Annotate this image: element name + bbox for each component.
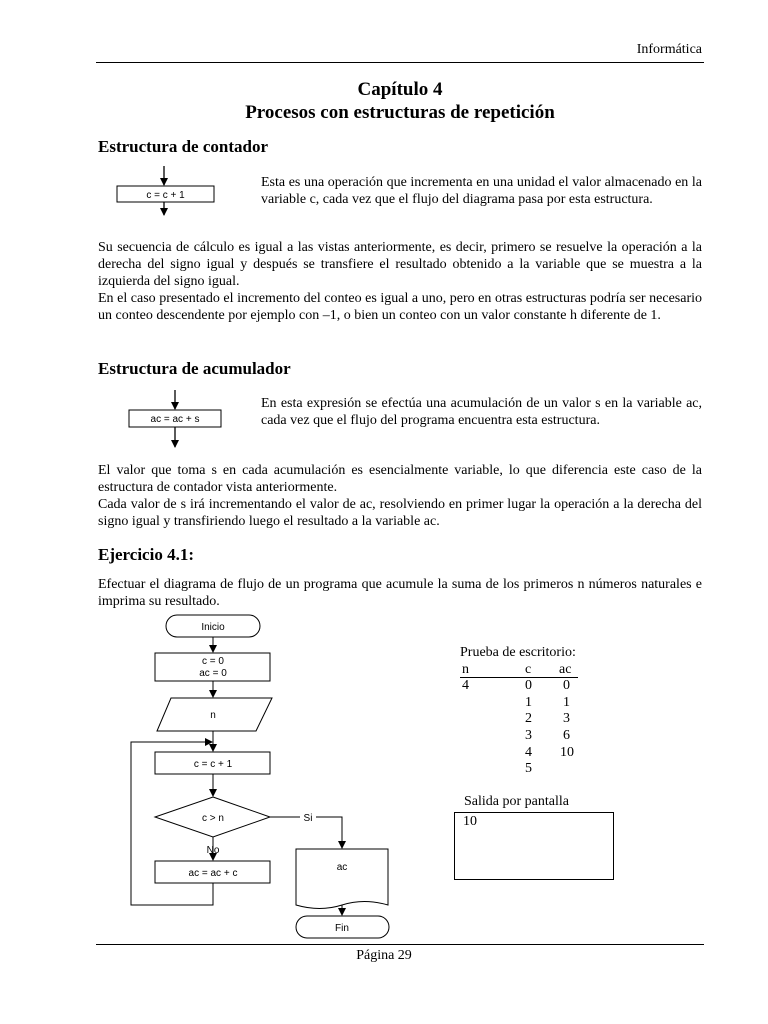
contador-description: Esta es una operación que incrementa en una unidad el valor almacenado en la variable c, cada vez que el flujo del diagrama pasa por esta estructura. xyxy=(261,175,702,207)
flow-accumulate-label: ac = ac + c xyxy=(188,868,238,879)
footer-rule xyxy=(96,944,704,945)
flow-start-label: Inicio xyxy=(201,622,225,633)
screen-output-box xyxy=(454,812,614,880)
desk-row: 3 6 xyxy=(525,727,570,743)
acumulador-description: En esta expresión se efectúa una acumulación de un valor s en la variable ac, cada vez que el flujo del programa encuentra esta estructura. xyxy=(261,396,702,428)
page-number: Página 29 xyxy=(356,948,412,963)
desk-check-title: Prueba de escritorio: xyxy=(460,645,576,660)
flow-no-label: No xyxy=(206,845,220,856)
acumulador-paragraph-2: Cada valor de s irá incrementando el valor de ac, resolviendo en primer lugar la operación a la derecha del signo igual y transfiriendo luego el resultado a la variable ac. xyxy=(98,497,702,529)
contador-paragraph-1: Su secuencia de cálculo es igual a las vistas anteriormente, es decir, primero se resuelve la operación a la derecha del signo igual y después se transfiere el resultado obtenido a la variable que se muestra a la izquierda del signo igual. xyxy=(98,240,702,289)
flow-init-label-1: c = 0 xyxy=(202,656,224,667)
ejercicio-text: Efectuar el diagrama de flujo de un programa que acumule la suma de los primeros n números naturales e imprima su resultado. xyxy=(98,577,702,609)
desk-header-ac: ac xyxy=(559,661,572,677)
desk-header-c: c xyxy=(525,661,532,677)
acumulador-paragraph-1: El valor que toma s en cada acumulación es esencialmente variable, lo que diferencia este caso de la estructura de contador vista anteriormente. xyxy=(98,463,702,495)
desk-row: 5 xyxy=(525,761,532,777)
chapter-title: Procesos con estructuras de repetición xyxy=(245,102,555,123)
desk-check-header xyxy=(460,662,578,679)
screen-output-value: 10 xyxy=(463,814,477,829)
flow-init-label-2: ac = 0 xyxy=(199,668,227,679)
flow-output-label: ac xyxy=(336,862,348,873)
header-label: Informática xyxy=(636,42,702,57)
flow-input-label: n xyxy=(210,710,216,721)
contador-paragraph-2: En el caso presentado el incremento del conteo es igual a uno, pero en otras estructuras podría ser necesario un conteo descendente por ejemplo con –1, o bien un conteo con un valor constante h diferente de 1. xyxy=(98,291,702,323)
acumulador-heading: Estructura de acumulador xyxy=(98,359,291,378)
acumulador-box-label: ac = ac + s xyxy=(150,414,200,425)
contador-heading: Estructura de contador xyxy=(98,137,268,156)
desk-row: 2 3 xyxy=(525,711,570,727)
desk-header-n: n xyxy=(462,661,469,677)
screen-output-title: Salida por pantalla xyxy=(464,794,569,809)
chapter-number: Capítulo 4 xyxy=(357,79,443,100)
desk-row: 1 1 xyxy=(525,694,570,710)
contador-box-label: c = c + 1 xyxy=(146,190,185,201)
flow-decision-label: c > n xyxy=(202,813,224,824)
flow-increment-label: c = c + 1 xyxy=(193,759,233,770)
desk-check xyxy=(460,645,600,778)
desk-row: 4 10 xyxy=(525,744,574,760)
flow-end-label: Fin xyxy=(335,923,349,934)
ejercicio-heading: Ejercicio 4.1: xyxy=(98,545,194,564)
output-document xyxy=(296,849,388,909)
desk-row: 4 0 0 xyxy=(462,678,570,694)
flow-yes-label: Si xyxy=(303,813,313,824)
